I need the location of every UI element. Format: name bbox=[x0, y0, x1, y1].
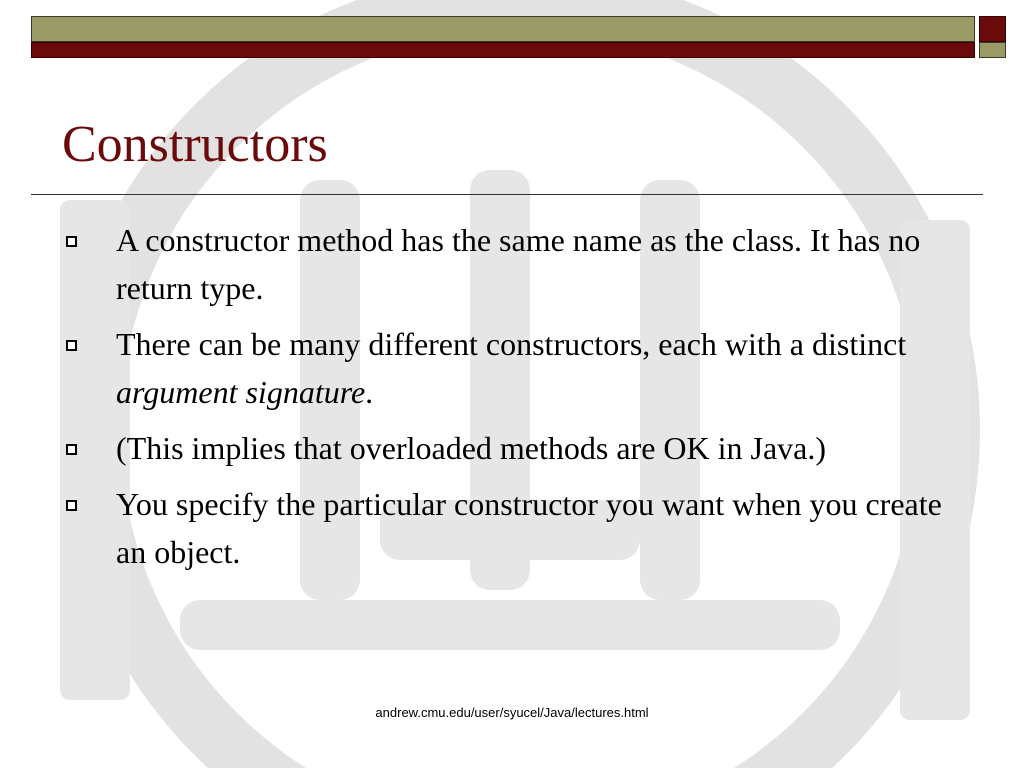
slide-title: Constructors bbox=[62, 116, 328, 173]
hollow-square-icon bbox=[66, 444, 77, 455]
title-divider bbox=[31, 194, 983, 195]
slide-footer-url: andrew.cmu.edu/user/syucel/Java/lectures.html bbox=[375, 705, 649, 720]
header-olive-band bbox=[31, 16, 975, 42]
bullet-emphasis: argument signature bbox=[116, 374, 366, 410]
bullet-item bbox=[62, 320, 962, 416]
bullet-list bbox=[62, 216, 962, 584]
bullet-item bbox=[62, 480, 962, 576]
header-maroon-square bbox=[979, 16, 1006, 42]
hollow-square-icon bbox=[66, 500, 77, 511]
bullet-item bbox=[62, 424, 962, 472]
bullet-text: A constructor method has the same name as the class. It has no return type. bbox=[116, 222, 921, 306]
hollow-square-icon bbox=[66, 340, 77, 351]
header-maroon-band bbox=[31, 42, 975, 58]
bullet-item bbox=[62, 216, 962, 312]
bullet-text: (This implies that overloaded methods are OK in Java.) bbox=[116, 430, 827, 466]
hollow-square-icon bbox=[66, 236, 77, 247]
slide-header-bar bbox=[31, 16, 1006, 58]
bullet-text: You specify the particular constructor you want when you create an object. bbox=[116, 486, 942, 570]
header-olive-square bbox=[979, 42, 1006, 58]
bullet-text-after: . bbox=[365, 374, 374, 410]
bullet-text bbox=[116, 326, 906, 410]
bullet-text-before: There can be many different constructors, each with a distinct bbox=[116, 326, 907, 362]
